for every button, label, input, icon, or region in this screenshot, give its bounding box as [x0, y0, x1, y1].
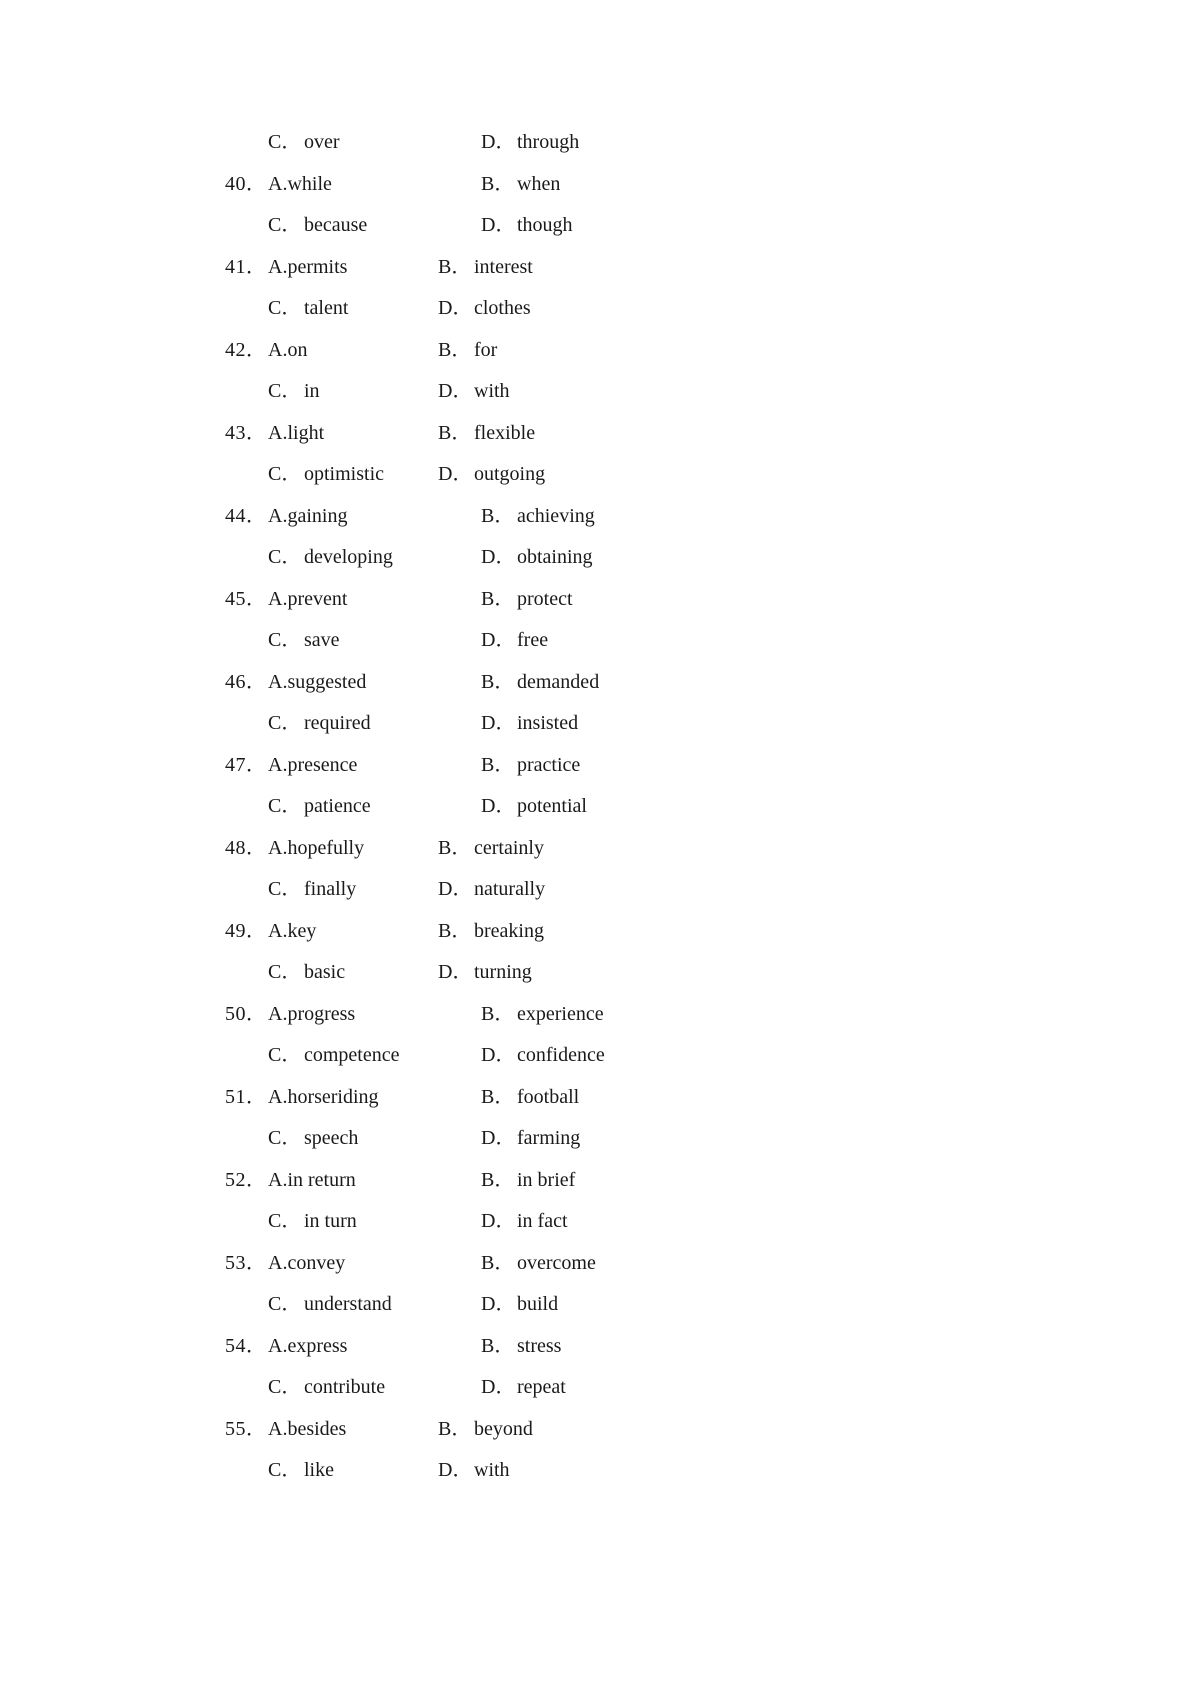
option-text: for: [474, 339, 498, 361]
option-text: outgoing: [474, 463, 546, 485]
answer-option: [268, 621, 340, 659]
answer-option: [481, 663, 599, 701]
answer-option: [268, 1410, 346, 1448]
option-text: patience: [304, 795, 371, 817]
option-letter: A.: [268, 505, 288, 527]
question-row: [0, 953, 1200, 991]
option-letter: B．: [481, 1252, 515, 1274]
option-letter: B．: [438, 1418, 472, 1440]
answer-option: [268, 912, 316, 950]
question-row: [0, 1327, 1200, 1365]
answer-option: [481, 1078, 579, 1116]
question-number: 42．: [225, 339, 267, 361]
option-letter: D．: [481, 214, 516, 236]
option-letter: C．: [268, 712, 302, 734]
option-letter: D．: [438, 297, 473, 319]
answer-option: [268, 1327, 347, 1365]
question-row: [0, 1078, 1200, 1116]
option-letter: D．: [481, 712, 516, 734]
answer-option: [481, 1036, 605, 1074]
option-text: build: [517, 1293, 559, 1315]
answer-option: [268, 497, 347, 535]
option-letter: D．: [481, 1127, 516, 1149]
option-text: naturally: [474, 878, 546, 900]
question-number: 44．: [225, 505, 267, 527]
answer-option: [438, 455, 545, 493]
option-text: required: [304, 712, 371, 734]
answer-option: [268, 663, 366, 701]
answer-option: [268, 1036, 400, 1074]
option-letter: A.: [268, 671, 288, 693]
option-letter: D．: [481, 629, 516, 651]
answer-option: [481, 746, 580, 784]
option-text: basic: [304, 961, 346, 983]
option-letter: C．: [268, 1210, 302, 1232]
question-row: [0, 746, 1200, 784]
answer-option: [268, 1368, 385, 1406]
option-text: developing: [304, 546, 393, 568]
answer-option: [438, 912, 544, 950]
answer-option: [438, 372, 510, 410]
option-text: demanded: [517, 671, 600, 693]
question-row: [0, 331, 1200, 369]
option-text: overcome: [517, 1252, 596, 1274]
option-text: through: [517, 131, 580, 153]
option-text: experience: [517, 1003, 604, 1025]
option-letter: B．: [481, 588, 515, 610]
option-letter: C．: [268, 795, 302, 817]
answer-option: [268, 289, 348, 327]
answer-option: [481, 165, 560, 203]
option-text: convey: [287, 1252, 346, 1274]
option-letter: C．: [268, 297, 302, 319]
answer-option: [268, 123, 340, 161]
question-row: [0, 206, 1200, 244]
question-row: [0, 248, 1200, 286]
answer-option: [481, 123, 579, 161]
option-text: flexible: [474, 422, 536, 444]
option-text: farming: [517, 1127, 581, 1149]
option-letter: A.: [268, 588, 288, 610]
option-letter: A.: [268, 837, 288, 859]
option-text: because: [304, 214, 368, 236]
option-text: in return: [287, 1169, 356, 1191]
answer-option: [481, 580, 573, 618]
answer-option: [438, 248, 533, 286]
option-text: finally: [304, 878, 357, 900]
option-text: in turn: [304, 1210, 357, 1232]
option-text: progress: [287, 1003, 356, 1025]
option-letter: D．: [438, 1459, 473, 1481]
option-text: certainly: [474, 837, 544, 859]
answer-option: [268, 953, 345, 991]
answer-option: [438, 953, 532, 991]
option-letter: B．: [481, 754, 515, 776]
question-row: [0, 704, 1200, 742]
option-text: contribute: [304, 1376, 386, 1398]
option-text: clothes: [474, 297, 531, 319]
option-text: while: [287, 173, 332, 195]
answer-option: [481, 704, 578, 742]
answer-option: [438, 289, 531, 327]
question-row: [0, 1244, 1200, 1282]
option-letter: C．: [268, 380, 302, 402]
option-letter: A.: [268, 422, 288, 444]
question-row: [0, 1285, 1200, 1323]
answer-option: [268, 1244, 345, 1282]
option-letter: D．: [481, 1044, 516, 1066]
question-row: [0, 1368, 1200, 1406]
option-letter: C．: [268, 1293, 302, 1315]
answer-option: [268, 538, 393, 576]
question-row: [0, 123, 1200, 161]
option-letter: B．: [481, 1335, 515, 1357]
question-row: [0, 497, 1200, 535]
answer-option: [268, 1161, 356, 1199]
answer-option: [268, 414, 324, 452]
option-letter: D．: [481, 795, 516, 817]
option-letter: D．: [481, 1210, 516, 1232]
answer-option: [481, 621, 548, 659]
option-text: though: [517, 214, 573, 236]
question-number: 50．: [225, 1003, 267, 1025]
question-number: 43．: [225, 422, 267, 444]
option-text: optimistic: [304, 463, 384, 485]
option-letter: A.: [268, 1169, 288, 1191]
option-letter: C．: [268, 463, 302, 485]
option-text: talent: [304, 297, 349, 319]
answer-option: [268, 580, 347, 618]
option-text: light: [287, 422, 325, 444]
option-text: hopefully: [287, 837, 365, 859]
question-number: 54．: [225, 1335, 267, 1357]
option-letter: B．: [438, 837, 472, 859]
option-text: gaining: [287, 505, 348, 527]
option-text: achieving: [517, 505, 595, 527]
answer-option: [481, 1202, 568, 1240]
option-letter: B．: [481, 671, 515, 693]
option-text: in brief: [517, 1169, 576, 1191]
question-row: [0, 580, 1200, 618]
answer-option: [268, 704, 371, 742]
question-number: 45．: [225, 588, 267, 610]
option-letter: A.: [268, 920, 288, 942]
option-text: interest: [474, 256, 533, 278]
option-letter: A.: [268, 339, 288, 361]
option-text: beyond: [474, 1418, 533, 1440]
answer-option: [481, 1161, 575, 1199]
option-text: save: [304, 629, 340, 651]
option-letter: B．: [438, 920, 472, 942]
option-letter: C．: [268, 629, 302, 651]
option-letter: B．: [438, 256, 472, 278]
option-letter: D．: [481, 1376, 516, 1398]
question-row: [0, 1161, 1200, 1199]
option-letter: B．: [481, 1086, 515, 1108]
answer-option: [268, 372, 320, 410]
option-text: free: [517, 629, 549, 651]
option-letter: C．: [268, 1376, 302, 1398]
answer-option: [268, 746, 357, 784]
option-letter: A.: [268, 1252, 288, 1274]
option-text: obtaining: [517, 546, 593, 568]
option-text: potential: [517, 795, 587, 817]
option-letter: A.: [268, 1003, 288, 1025]
question-row: [0, 1036, 1200, 1074]
option-text: besides: [287, 1418, 347, 1440]
answer-option: [268, 1078, 379, 1116]
answer-option: [481, 206, 573, 244]
option-text: permits: [287, 256, 348, 278]
option-letter: A.: [268, 754, 288, 776]
option-letter: C．: [268, 1127, 302, 1149]
option-letter: B．: [481, 1003, 515, 1025]
option-text: insisted: [517, 712, 579, 734]
question-number: 46．: [225, 671, 267, 693]
option-letter: D．: [438, 961, 473, 983]
option-letter: B．: [438, 422, 472, 444]
option-text: football: [517, 1086, 580, 1108]
answer-option: [481, 1244, 596, 1282]
option-text: on: [287, 339, 308, 361]
option-letter: A.: [268, 173, 288, 195]
question-row: [0, 1410, 1200, 1448]
answer-option: [268, 995, 355, 1033]
question-row: [0, 289, 1200, 327]
option-text: turning: [474, 961, 532, 983]
answer-option: [268, 870, 356, 908]
option-text: repeat: [517, 1376, 566, 1398]
option-text: competence: [304, 1044, 400, 1066]
option-letter: D．: [438, 380, 473, 402]
question-row: [0, 663, 1200, 701]
option-text: breaking: [474, 920, 544, 942]
option-text: prevent: [287, 588, 348, 610]
option-text: understand: [304, 1293, 392, 1315]
answer-option: [268, 331, 307, 369]
option-letter: A.: [268, 1418, 288, 1440]
question-row: [0, 1202, 1200, 1240]
option-letter: C．: [268, 961, 302, 983]
option-text: horseriding: [287, 1086, 379, 1108]
option-text: speech: [304, 1127, 359, 1149]
option-text: suggested: [287, 671, 367, 693]
question-number: 41．: [225, 256, 267, 278]
question-row: [0, 455, 1200, 493]
question-row: [0, 165, 1200, 203]
answer-option: [481, 1285, 558, 1323]
option-letter: D．: [438, 463, 473, 485]
answer-option: [438, 1410, 533, 1448]
answer-option: [268, 1202, 357, 1240]
option-text: with: [474, 1459, 510, 1481]
answer-option: [438, 870, 545, 908]
option-letter: D．: [481, 546, 516, 568]
question-row: [0, 538, 1200, 576]
option-letter: C．: [268, 546, 302, 568]
question-number: 40．: [225, 173, 267, 195]
question-row: [0, 414, 1200, 452]
answer-option: [481, 538, 593, 576]
question-row: [0, 870, 1200, 908]
answer-option: [481, 1368, 566, 1406]
option-letter: C．: [268, 214, 302, 236]
option-text: when: [517, 173, 561, 195]
answer-option: [481, 1327, 561, 1365]
option-text: practice: [517, 754, 581, 776]
question-number: 52．: [225, 1169, 267, 1191]
answer-option: [481, 497, 595, 535]
answer-option: [438, 331, 497, 369]
answer-option: [268, 1451, 334, 1489]
question-row: [0, 372, 1200, 410]
option-letter: A.: [268, 1335, 288, 1357]
question-row: [0, 621, 1200, 659]
option-letter: A.: [268, 1086, 288, 1108]
option-text: express: [287, 1335, 348, 1357]
option-text: key: [287, 920, 317, 942]
question-row: [0, 912, 1200, 950]
question-number: 53．: [225, 1252, 267, 1274]
option-letter: B．: [481, 505, 515, 527]
answer-option: [438, 829, 544, 867]
question-number: 55．: [225, 1418, 267, 1440]
question-row: [0, 1451, 1200, 1489]
option-text: stress: [517, 1335, 562, 1357]
option-letter: C．: [268, 878, 302, 900]
option-letter: C．: [268, 1044, 302, 1066]
answer-option: [438, 1451, 510, 1489]
option-letter: D．: [481, 1293, 516, 1315]
option-letter: B．: [481, 1169, 515, 1191]
question-row: [0, 829, 1200, 867]
option-text: with: [474, 380, 510, 402]
option-letter: D．: [481, 131, 516, 153]
option-text: protect: [517, 588, 573, 610]
answer-option: [268, 1285, 392, 1323]
answer-option: [268, 165, 332, 203]
answer-option: [481, 995, 604, 1033]
answer-option: [438, 414, 535, 452]
answer-option: [268, 787, 371, 825]
question-number: 47．: [225, 754, 267, 776]
answer-option: [268, 1119, 358, 1157]
option-text: like: [304, 1459, 334, 1481]
option-text: in: [304, 380, 320, 402]
question-number: 48．: [225, 837, 267, 859]
question-row: [0, 787, 1200, 825]
option-letter: C．: [268, 131, 302, 153]
question-number: 51．: [225, 1086, 267, 1108]
answer-option: [268, 455, 384, 493]
answer-option: [268, 206, 367, 244]
option-letter: C．: [268, 1459, 302, 1481]
option-letter: B．: [438, 339, 472, 361]
answer-option: [268, 248, 347, 286]
option-text: over: [304, 131, 340, 153]
question-row: [0, 995, 1200, 1033]
option-text: confidence: [517, 1044, 605, 1066]
option-letter: D．: [438, 878, 473, 900]
option-text: presence: [287, 754, 358, 776]
option-letter: A.: [268, 256, 288, 278]
question-row: [0, 1119, 1200, 1157]
answer-option: [481, 1119, 580, 1157]
option-letter: B．: [481, 173, 515, 195]
answer-option: [481, 787, 587, 825]
question-number: 49．: [225, 920, 267, 942]
answer-option: [268, 829, 364, 867]
option-text: in fact: [517, 1210, 568, 1232]
